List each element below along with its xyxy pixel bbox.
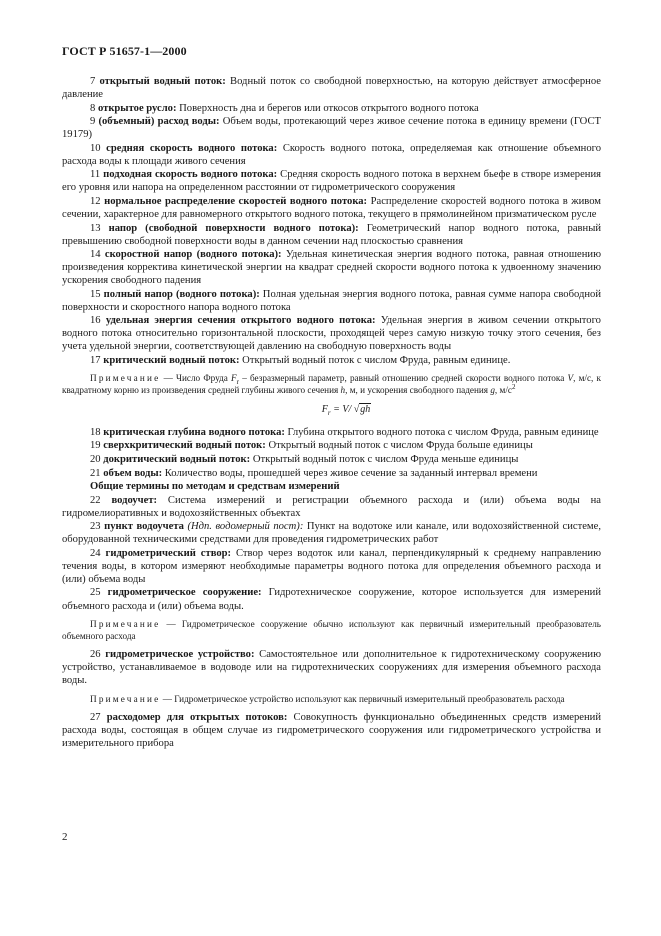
term-entry-20 — [62, 453, 601, 466]
term-number: 22 — [90, 494, 101, 506]
term-entry-9 — [62, 115, 601, 141]
term-definition: Пункт на водотоке или канале, или водохозяйственной системе, оборудованной техническими средствами для проведения гидрометрических работ — [62, 521, 601, 546]
gravity-symbol: g — [490, 385, 495, 396]
term-entry-21 — [62, 467, 601, 480]
term-definition: Открытый водный поток с числом Фруда меньше единицы — [250, 453, 519, 465]
term-name: расходомер для открытых потоков: — [106, 711, 288, 723]
term-name: объем воды: — [103, 467, 163, 479]
term-definition: Глубина открытого водного потока с числом Фруда, равным единице — [284, 426, 599, 438]
term-definition: Открытый водный поток с числом Фруда, равным единице. — [239, 354, 511, 366]
note-label: Примечание — [90, 373, 161, 384]
term-definition: Распределение скоростей водного потока в живом сечении, характерное для равномерного открытого водного потока, текущего в прямолинейном призматическом русле — [62, 195, 602, 220]
terms-list-3 — [62, 494, 601, 613]
term-number: 13 — [90, 222, 101, 234]
term-entry-14 — [62, 248, 601, 287]
term-definition: Самостоятельное или дополнительное к гидротехническому сооружению устройство, устанавливаемое в водоводе или на гидротехнических сооружениях для измерения объемного расхода воды. — [62, 649, 601, 687]
formula-radicand: gh — [360, 403, 371, 415]
term-name: критический водный поток: — [103, 354, 240, 366]
term-name: гидрометрическое сооружение: — [107, 587, 262, 599]
term-deprecated-name: (Ндп. водомерный пост): — [183, 521, 304, 533]
term-name: удельная энергия сечения открытого водного потока: — [105, 315, 376, 327]
formula-lhs-subscript: r — [327, 408, 331, 417]
term-definition: Гидротехническое сооружение, которое используется для измерений объемного расхода и (или) объема воды. — [62, 587, 601, 612]
term-number: 8 — [90, 102, 96, 114]
terms-list-1 — [62, 75, 601, 367]
term-definition: Полная удельная энергия водного потока, равная сумме напора свободной поверхности и скоростного напора водного потока — [62, 288, 601, 313]
term-entry-17 — [62, 354, 601, 367]
term-name: пункт водоучета — [104, 521, 184, 533]
froude-subscript: r — [236, 377, 239, 386]
term-name: подходная скорость водного потока: — [103, 169, 278, 181]
terms-list-2 — [62, 426, 601, 480]
term-definition: Открытый водный поток с числом Фруда больше единицы — [265, 440, 533, 452]
term-entry-8 — [62, 102, 601, 115]
term-name: (объемный) расход воды: — [98, 116, 220, 128]
note-text: Гидрометрическое сооружение обычно используют как первичный измерительный преобразователь объемного расхода — [62, 618, 601, 641]
term-entry-11 — [62, 168, 601, 194]
term-name: критическая глубина водного потока: — [103, 426, 285, 438]
document-header: ГОСТ Р 51657-1—2000 — [62, 44, 187, 58]
term-number: 7 — [90, 76, 96, 87]
term-entry-12 — [62, 195, 601, 221]
note-text: Гидрометрическое устройство используют как первичный измерительный преобразователь расхода — [174, 693, 565, 704]
note-text: , м, и ускорения свободного падения — [345, 385, 491, 396]
term-entry-18 — [62, 426, 601, 439]
note-froude — [62, 372, 601, 397]
term-entry-26 — [62, 648, 601, 687]
note-dash: — — [160, 618, 182, 629]
note-hydrometric-device — [62, 693, 601, 705]
term-number: 18 — [90, 426, 101, 438]
term-definition: Система измерений и регистрации объемного расхода и (или) объема воды на гидромелиоративных и водохозяйственных объектах — [62, 494, 602, 519]
term-number: 24 — [90, 547, 101, 559]
note-dash: — — [160, 693, 175, 704]
term-name: скоростной напор (водного потока): — [104, 249, 282, 261]
term-definition: Водный поток со свободной поверхностью, на которую действует атмосферное давление — [62, 76, 601, 101]
term-entry-19 — [62, 439, 601, 452]
term-definition: Средняя скорость водного потока в верхнем бьефе в створе измерения его уровня или напора на определенном расстоянии от гидрометрического сооружения — [62, 169, 601, 194]
term-number: 20 — [90, 453, 101, 465]
term-name: сверхкритический водный поток: — [103, 440, 266, 452]
formula-lhs: F — [321, 403, 328, 415]
term-name: нормальное распределение скоростей водного потока: — [104, 195, 368, 207]
term-number: 12 — [90, 195, 101, 207]
term-name: открытое русло: — [97, 102, 177, 114]
term-name: средняя скорость водного потока: — [106, 142, 278, 154]
term-entry-10 — [62, 142, 601, 168]
velocity-symbol: V — [567, 373, 574, 384]
term-number: 9 — [90, 116, 96, 128]
term-number: 15 — [90, 288, 101, 300]
term-name: полный напор (водного потока): — [103, 288, 260, 300]
term-definition: Объем воды, протекающий через живое сечение потока в единицу времени (ГОСТ 19179) — [62, 116, 601, 141]
note-label: Примечание — [90, 693, 161, 704]
squared-superscript: 2 — [511, 383, 516, 392]
formula-equals: = V/ √ — [330, 403, 360, 415]
term-entry-7 — [62, 75, 601, 101]
term-definition: Скорость водного потока, определяемая как отношение объемного расхода воды к площади живого сечения — [62, 142, 601, 167]
term-entry-15 — [62, 288, 601, 314]
note-label: Примечание — [90, 618, 161, 629]
section-title: Общие термины по методам и средствам измерений — [90, 481, 340, 493]
term-definition: Поверхность дна и берегов или откосов открытого водного потока — [176, 102, 479, 114]
term-name: гидрометрическое устройство: — [105, 649, 255, 661]
term-name: напор (свободной поверхности водного потока): — [108, 222, 359, 234]
term-definition: Удельная энергия в живом сечении открытого водного потока относительно горизонтальной плоскости, проходящей через самую низкую точку этого сечения, без учета удельной энергии, соответствующей давлению на свободную поверхность воды — [62, 315, 601, 353]
froude-formula — [92, 403, 601, 416]
term-name: водоучет: — [111, 494, 158, 506]
term-number: 27 — [90, 711, 101, 723]
term-number: 10 — [90, 142, 101, 154]
note-text: – безразмерный параметр, равный отношению средней скорости водного потока — [239, 373, 568, 384]
term-definition: Совокупность функционально объединенных средств измерений расхода воды, состоящая в общем случае из гидрометрического сооружения или гидрометрического устройства и измерительного прибора — [62, 711, 601, 749]
term-number: 21 — [90, 467, 101, 479]
term-definition: Створ через водоток или канал, перпендикулярный к среднему направлению течения воды, в котором измеряют необходимые параметры водного потока для определения объемного расхода и (или) объема воды — [62, 547, 601, 585]
term-number: 17 — [90, 354, 101, 366]
note-text: , м/с, к квадратному корню из произведения средней глубины живого сечения — [62, 373, 601, 396]
term-definition: Удельная кинетическая энергия водного потока, равная отношению произведения корректива кинетической энергии на квадрат средней скорости водного потока к удвоенному значению ускорения свободного падения — [62, 249, 601, 287]
depth-symbol: h — [340, 385, 346, 396]
term-entry-24 — [62, 547, 601, 586]
term-number: 11 — [90, 169, 101, 181]
term-name: гидрометрический створ: — [105, 547, 232, 559]
term-definition: Количество воды, прошедшей через живое сечение за заданный интервал времени — [162, 467, 538, 479]
term-entry-16 — [62, 314, 601, 353]
term-definition: Геометрический напор водного потока, равный превышению свободной поверхности воды в данном сечении над плоскостью сравнения — [62, 222, 602, 247]
note-text: , м/с — [494, 385, 512, 396]
term-entry-13 — [62, 222, 601, 248]
term-number: 16 — [90, 315, 101, 327]
froude-symbol: F — [231, 373, 237, 384]
term-entry-23 — [62, 520, 601, 546]
term-entry-25 — [62, 586, 601, 612]
term-name: открытый водный поток: — [99, 76, 226, 87]
term-number: 25 — [90, 587, 101, 599]
page-number: 2 — [62, 831, 68, 843]
term-number: 14 — [90, 249, 101, 261]
term-number: 26 — [90, 649, 101, 661]
term-number: 19 — [90, 440, 101, 452]
term-number: 23 — [90, 521, 101, 533]
term-entry-27 — [62, 711, 601, 750]
term-name: докритический водный поток: — [103, 453, 251, 465]
term-entry-22 — [62, 494, 601, 520]
note-dash: — — [160, 373, 176, 384]
note-hydrometric-structure — [62, 618, 601, 643]
note-text: Число Фруда — [176, 373, 232, 384]
